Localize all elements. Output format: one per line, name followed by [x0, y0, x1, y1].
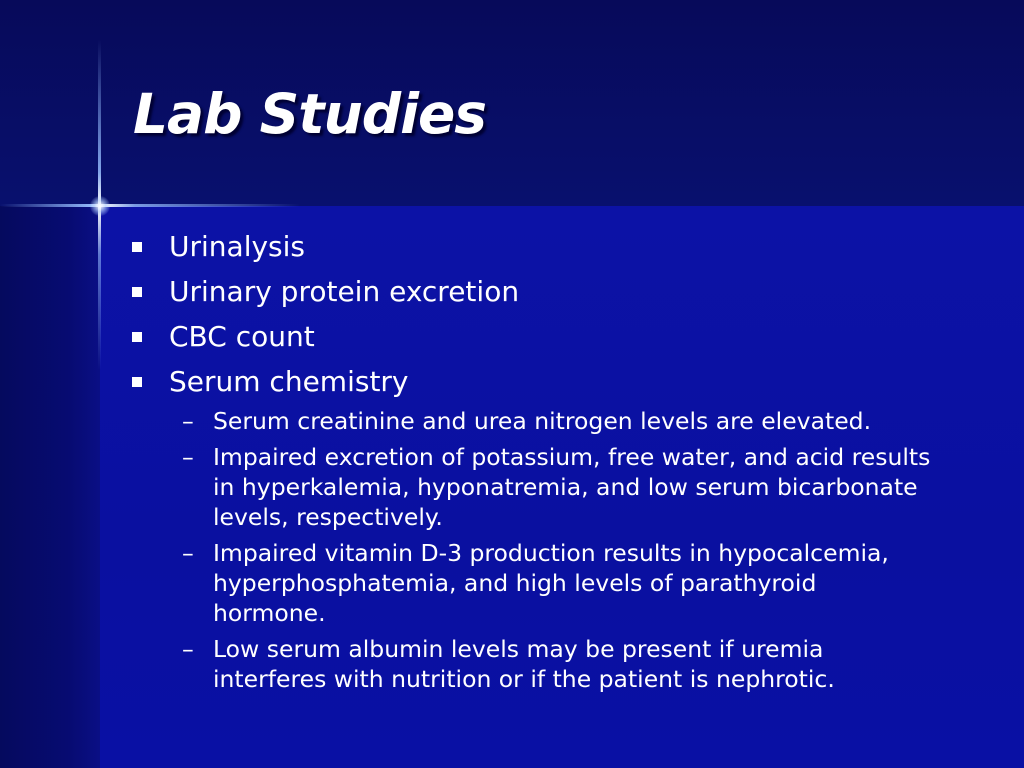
sub-bullet-item [182, 442, 933, 532]
sub-bullet-text: Low serum albumin levels may be present if uremia interferes with nutrition or if the patient is nephrotic. [213, 635, 835, 693]
bullet-text: Serum chemistry [169, 365, 409, 398]
bullet-text: Urinary protein excretion [169, 275, 520, 308]
dash-bullet-icon: – [182, 539, 194, 567]
dash-bullet-icon: – [182, 407, 194, 435]
sub-bullet-item [182, 538, 933, 628]
square-bullet-icon [132, 242, 142, 252]
dash-bullet-icon: – [182, 635, 194, 663]
square-bullet-icon [132, 332, 142, 342]
bullet-text: Urinalysis [169, 230, 305, 263]
sub-bullet-text: Serum creatinine and urea nitrogen levels are elevated. [213, 407, 872, 435]
sub-bullet-text: Impaired vitamin D-3 production results in hypocalcemia, hyperphosphatemia, and high levels of parathyroid hormone. [213, 539, 889, 627]
square-bullet-icon [132, 377, 142, 387]
sub-bullet-text: Impaired excretion of potassium, free water, and acid results in hyperkalemia, hyponatremia, and low serum bicarbonate levels, respectively. [213, 443, 931, 531]
left-margin-background [0, 206, 100, 768]
sub-bullet-item [182, 634, 933, 694]
bullet-item [132, 314, 952, 359]
bullet-text: CBC count [169, 320, 315, 353]
bullet-item [132, 269, 952, 314]
dash-bullet-icon: – [182, 443, 194, 471]
sparkle-icon [90, 196, 110, 216]
bullet-item [132, 224, 952, 269]
square-bullet-icon [132, 287, 142, 297]
bullet-item [132, 359, 952, 404]
horizontal-light-line [0, 204, 300, 207]
slide-content [132, 224, 952, 700]
sub-bullet-item [182, 406, 933, 436]
slide-title: Lab Studies [133, 82, 486, 146]
